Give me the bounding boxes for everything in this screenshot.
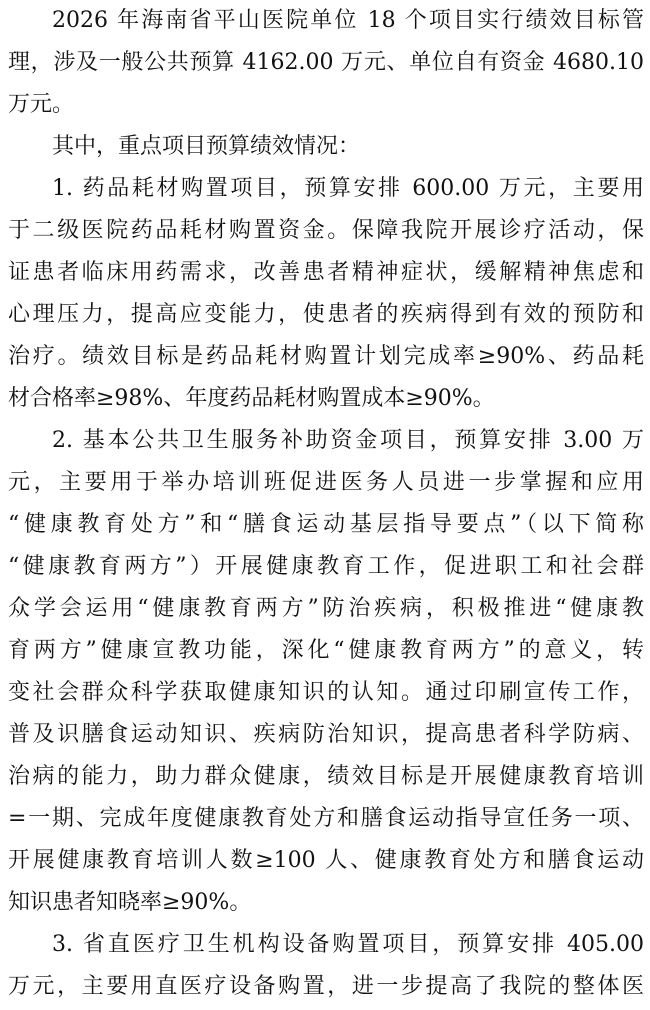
- text-line: 于二级医院药品耗材购置资金。保障我院开展诊疗活动，保: [8, 218, 644, 243]
- text-line: 开展健康教育培训人数≥100 人、健康教育处方和膳食运动: [8, 848, 644, 873]
- text-line: “健康教育两方”）开展健康教育工作，促进职工和社会群: [8, 554, 644, 579]
- text-line: “健康教育处方”和“膳食运动基层指导要点”（以下简称: [8, 512, 644, 537]
- text-line: 证患者临床用药需求，改善患者精神症状，缓解精神焦虑和: [8, 260, 644, 285]
- text-line: 理，涉及一般公共预算 4162.00 万元、单位自有资金 4680.10: [8, 50, 644, 75]
- text-line: 万元。: [8, 92, 75, 117]
- text-line: 其中，重点项目预算绩效情况：: [52, 134, 361, 159]
- text-line: 2. 基本公共卫生服务补助资金项目，预算安排 3.00 万: [52, 428, 644, 453]
- text-line: 育两方”健康宣教功能，深化“健康教育两方”的意义，转: [8, 638, 644, 663]
- text-line: 1. 药品耗材购置项目，预算安排 600.00 万元，主要用: [52, 176, 644, 201]
- text-line: 知识患者知晓率≥90%。: [8, 890, 252, 915]
- text-line: 治疗。绩效目标是药品耗材购置计划完成率≥90%、药品耗: [8, 344, 644, 369]
- text-line: 2026 年海南省平山医院单位 18 个项目实行绩效目标管: [52, 8, 644, 33]
- text-line: 万元，主要用直医疗设备购置，进一步提高了我院的整体医: [8, 974, 644, 999]
- text-line: 心理压力，提高应变能力，使患者的疾病得到有效的预防和: [8, 302, 644, 327]
- text-line: 元，主要用于举办培训班促进医务人员进一步掌握和应用: [8, 470, 644, 495]
- text-line: 普及识膳食运动知识、疾病防治知识，提高患者科学防病、: [8, 722, 644, 747]
- text-line: =一期、完成年度健康教育处方和膳食运动指导宣任务一项、: [8, 806, 644, 831]
- text-line: 众学会运用“健康教育两方”防治疾病，积极推进“健康教: [8, 596, 644, 621]
- text-line: 材合格率≥98%、年度药品耗材购置成本≥90%。: [8, 386, 495, 411]
- text-line: 3. 省直医疗卫生机构设备购置项目，预算安排 405.00: [52, 932, 644, 957]
- text-line: 治病的能力，助力群众健康，绩效目标是开展健康教育培训: [8, 764, 644, 789]
- text-line: 变社会群众科学获取健康知识的认知。通过印刷宣传工作，: [8, 680, 644, 705]
